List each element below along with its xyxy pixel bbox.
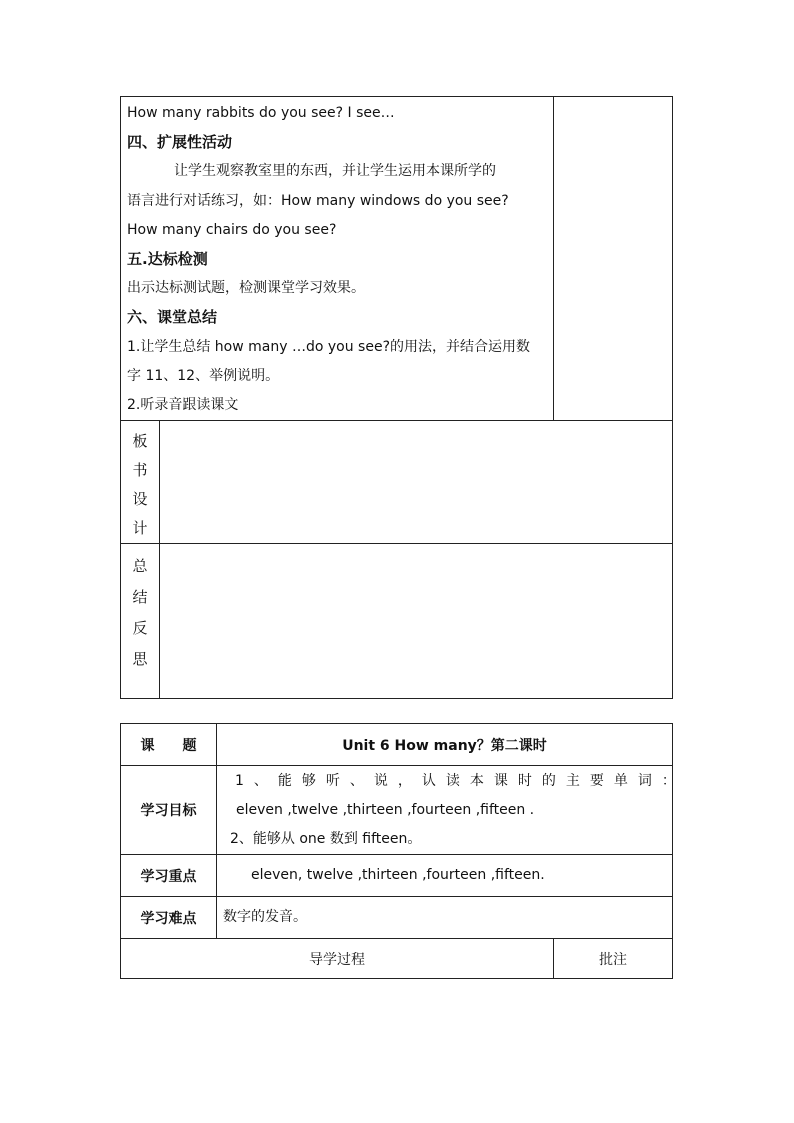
section-heading-assessment: 五.达标检测 — [127, 250, 208, 269]
label-char: 总 — [132, 557, 148, 576]
key-point-label: 学习重点 — [121, 855, 217, 897]
lesson-plan-table-continued — [120, 96, 673, 699]
goal-cell — [217, 766, 686, 855]
goal-label: 学习目标 — [121, 766, 217, 855]
procedure-line: 语言进行对话练习，如：How many windows do you see? — [127, 192, 509, 209]
procedure-line: 字 11、12、举例说明。 — [127, 367, 280, 384]
annotation-cell — [554, 97, 673, 421]
board-design-cell — [160, 421, 673, 544]
procedure-line: 1.让学生总结 how many …do you see?的用法，并结合运用数 — [127, 338, 530, 355]
procedure-line: 2.听录音跟读课文 — [127, 397, 239, 414]
section-heading-extension: 四、扩展性活动 — [127, 133, 233, 152]
topic-label: 课 题 — [121, 724, 217, 766]
procedure-line: 出示达标测试题，检测课堂学习效果。 — [127, 280, 365, 297]
goal-line: eleven ,twelve ,thirteen ,fourteen ,fifteen . — [236, 801, 535, 818]
difficulty-label: 学习难点 — [121, 897, 217, 939]
procedure-cell — [121, 97, 554, 421]
key-point-value: eleven, twelve ,thirteen ,fourteen ,fifteen. — [217, 855, 673, 897]
lesson-info-table — [120, 723, 686, 979]
label-char: 书 — [132, 461, 148, 480]
label-char: 结 — [132, 588, 148, 607]
notes-header: 批注 — [554, 939, 673, 979]
difficulty-value: 数字的发音。 — [217, 897, 673, 939]
process-header: 导学过程 — [121, 939, 554, 979]
goal-line: 2、能够从 one 数到 fifteen。 — [230, 830, 422, 847]
board-design-label — [121, 421, 160, 544]
label-char: 思 — [132, 650, 148, 669]
label-char: 计 — [132, 519, 148, 538]
procedure-line: How many rabbits do you see? I see… — [127, 105, 395, 121]
procedure-line: 让学生观察教室里的东西，并让学生运用本课所学的 — [174, 163, 496, 180]
section-heading-summary: 六、课堂总结 — [127, 308, 218, 327]
goal-line: 1、能够听、说，认读本课时的主要单词： — [235, 772, 686, 789]
label-char: 板 — [132, 432, 148, 451]
reflection-label — [121, 544, 160, 699]
reflection-cell — [160, 544, 673, 699]
procedure-line: How many chairs do you see? — [127, 221, 337, 238]
label-char: 反 — [132, 619, 148, 638]
label-char: 设 — [132, 490, 148, 509]
topic-value: Unit 6 How many？第二课时 — [217, 724, 673, 766]
